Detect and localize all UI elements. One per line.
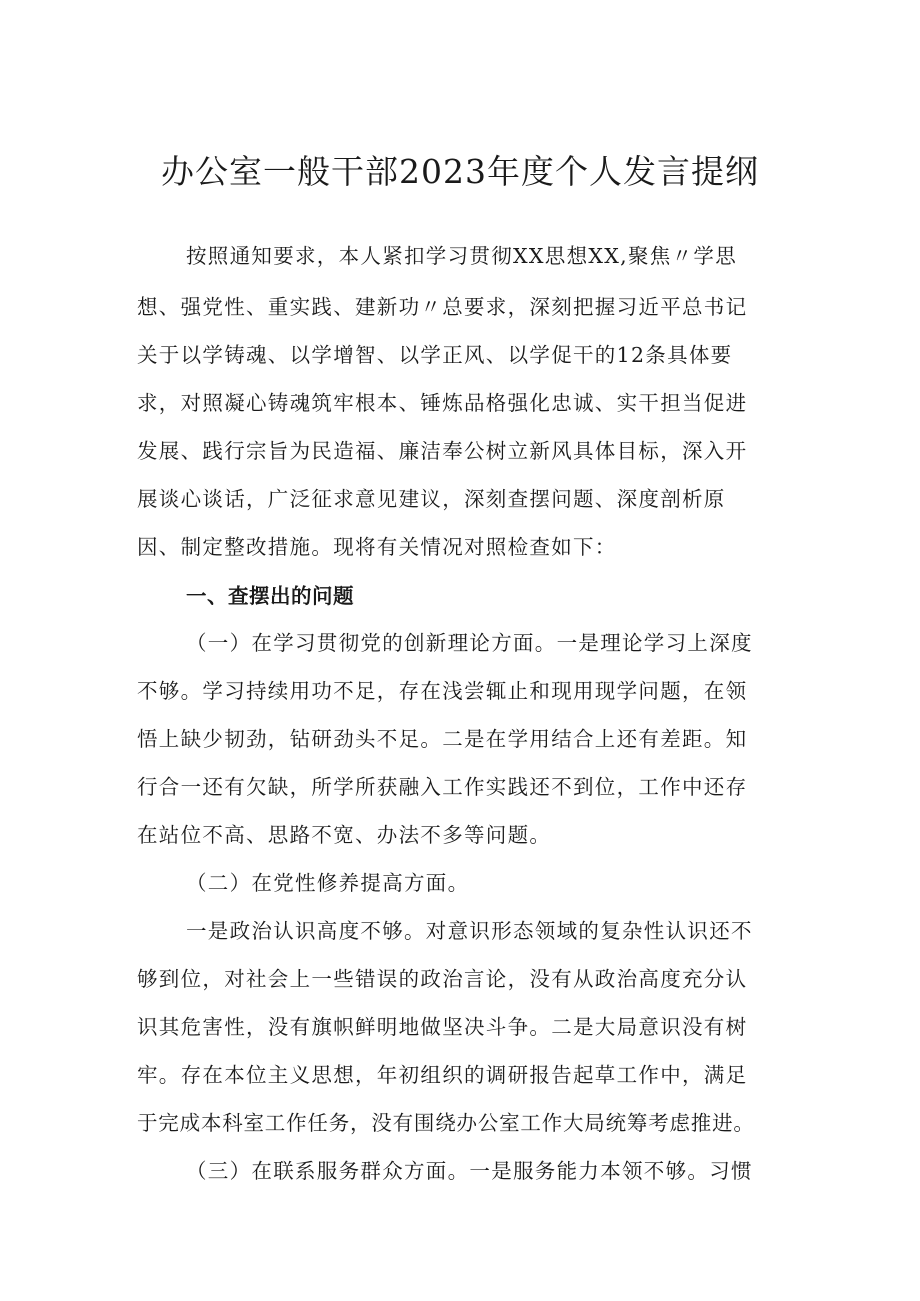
paragraph-line: 不够。学习持续用功不足，存在浅尝辄止和现用现学问题，在领: [137, 679, 748, 703]
paragraph-line: 展谈心谈话，广泛征求意见建议，深刻查摆问题、深度剖析原: [137, 487, 726, 511]
paragraph-line: 牢。存在本位主义思想，年初组织的调研报告起草工作中，满足: [137, 1063, 748, 1087]
paragraph-line: 识其危害性，没有旗帜鲜明地做坚决斗争。二是大局意识没有树: [137, 1015, 748, 1039]
paragraph-line: 于完成本科室工作任务，没有围绕办公室工作大局统筹考虑推进。: [137, 1111, 755, 1135]
paragraph-line: 求，对照凝心铸魂筑牢根本、锤炼品格强化忠诚、实干担当促进: [137, 391, 748, 415]
section-heading: 一、查摆出的问题: [186, 584, 354, 608]
paragraph-line: 因、制定整改措施。现将有关情况对照检查如下：: [137, 535, 617, 559]
paragraph-line: 想、强党性、重实践、建新功〃总要求，深刻把握习近平总书记: [137, 295, 748, 319]
paragraph-line: （三）在联系服务群众方面。一是服务能力本领不够。习惯: [186, 1159, 753, 1183]
paragraph-line: 发展、践行宗旨为民造福、廉洁奉公树立新风具体目标，深入开: [137, 439, 748, 463]
paragraph-line: 够到位，对社会上一些错误的政治言论，没有从政治高度充分认: [137, 967, 748, 991]
paragraph-line: 行合一还有欠缺，所学所获融入工作实践还不到位，工作中还存: [137, 775, 748, 799]
paragraph-line: 一是政治认识高度不够。对意识形态领域的复杂性认识还不: [186, 919, 753, 943]
paragraph-line: 悟上缺少韧劲，钻研劲头不足。二是在学用结合上还有差距。知: [137, 727, 748, 751]
paragraph-line: 按照通知要求，本人紧扣学习贯彻XX思想XX,聚焦〃学思: [186, 244, 737, 268]
paragraph-line: 关于以学铸魂、以学增智、以学正风、以学促干的12条具体要: [137, 343, 733, 367]
subsection-heading: （二）在党性修养提高方面。: [186, 871, 470, 895]
paragraph-line: （一）在学习贯彻党的创新理论方面。一是理论学习上深度: [186, 631, 753, 655]
paragraph-line: 在站位不高、思路不宽、办法不多等问题。: [137, 823, 552, 847]
document-title: 办公室一般干部2023年度个人发言提纲: [161, 152, 759, 191]
